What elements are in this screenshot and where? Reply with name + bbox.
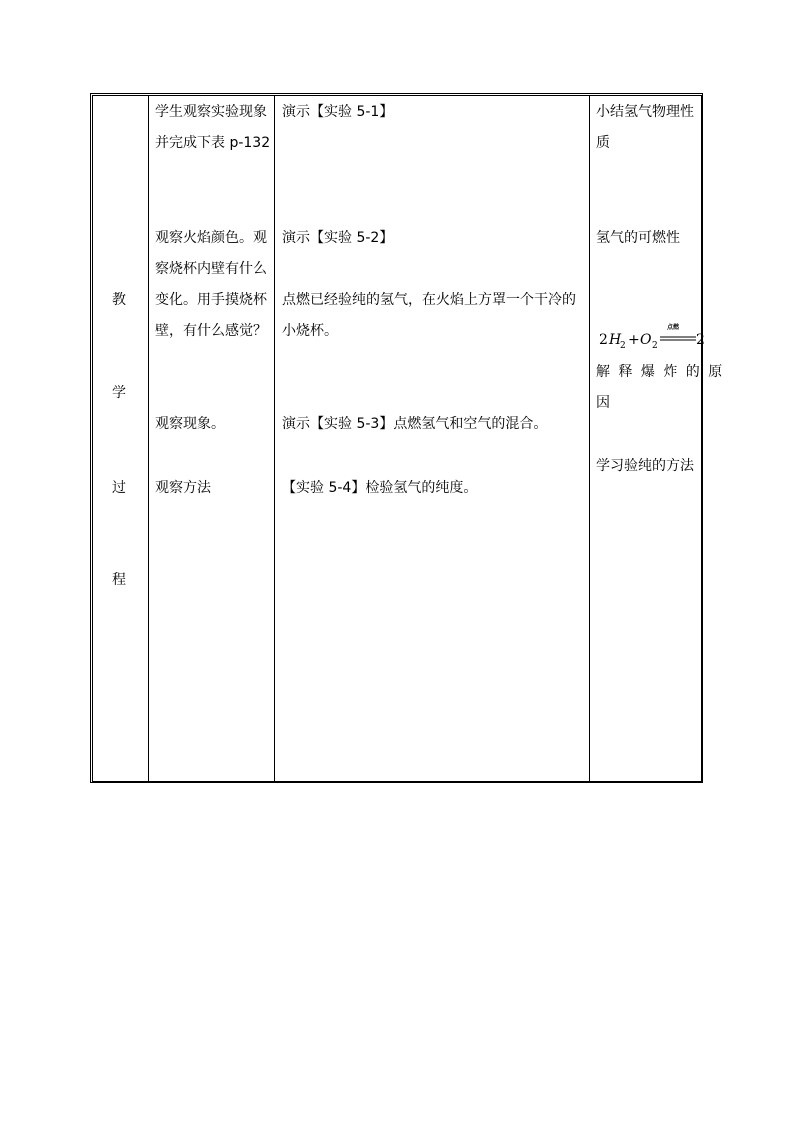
note-line: 因 — [596, 395, 610, 411]
teacher-activity-line: 演示【实验 5-2】 — [282, 230, 394, 246]
note-line: 氢气的可燃性 — [596, 230, 680, 246]
table-inner-border — [92, 95, 703, 783]
table-right-edge — [701, 95, 703, 782]
student-activity-line: 观察现象。 — [155, 416, 225, 432]
equation-plus: + — [628, 332, 640, 348]
section-label-char-2: 学 — [112, 385, 126, 401]
student-activity-line: 察烧杯内壁有什么 — [155, 261, 267, 277]
section-label-char-1: 教 — [112, 292, 126, 308]
teacher-activity-line: 小烧杯。 — [282, 323, 338, 339]
student-activity-line: 观察火焰颜色。观 — [155, 230, 267, 246]
teacher-activity-line: 演示【实验 5-1】 — [282, 104, 394, 120]
column-divider-1 — [148, 95, 149, 782]
section-label-char-3: 过 — [112, 480, 126, 496]
equation-hydrogen-symbol: H — [609, 332, 622, 348]
equation-oxygen-symbol: O — [640, 332, 652, 348]
student-activity-line: 观察方法 — [155, 480, 211, 496]
note-line: 小结氢气物理性 — [596, 104, 694, 120]
student-activity-line: 变化。用手摸烧杯 — [155, 292, 267, 308]
column-divider-2 — [274, 95, 275, 782]
equation-oxygen-subscript: 2 — [652, 341, 658, 351]
note-line: 质 — [596, 135, 610, 151]
hydrogen-combustion-equation — [596, 318, 703, 358]
student-activity-line: 壁，有什么感觉？ — [155, 323, 267, 339]
equation-product-coefficient: 2 — [696, 332, 705, 348]
note-line: 学习验纯的方法 — [596, 458, 694, 474]
student-activity-line: 并完成下表 p-132 — [155, 135, 271, 151]
section-label-char-4: 程 — [112, 572, 126, 588]
column-divider-3 — [589, 95, 590, 782]
teacher-activity-line: 【实验 5-4】检验氢气的纯度。 — [282, 480, 478, 496]
teacher-activity-line: 演示【实验 5-3】点燃氢气和空气的混合。 — [282, 416, 548, 432]
note-line: 解 释 爆 炸 的 原 — [596, 364, 725, 380]
teacher-activity-line: 点燃已经验纯的氢气，在火焰上方罩一个干冷的 — [282, 292, 576, 308]
equation-hydrogen-subscript: 2 — [620, 341, 626, 351]
equation-condition: 点燃 — [667, 324, 680, 331]
equation-coefficient: 2 — [599, 332, 608, 348]
student-activity-line: 学生观察实验现象 — [155, 104, 267, 120]
